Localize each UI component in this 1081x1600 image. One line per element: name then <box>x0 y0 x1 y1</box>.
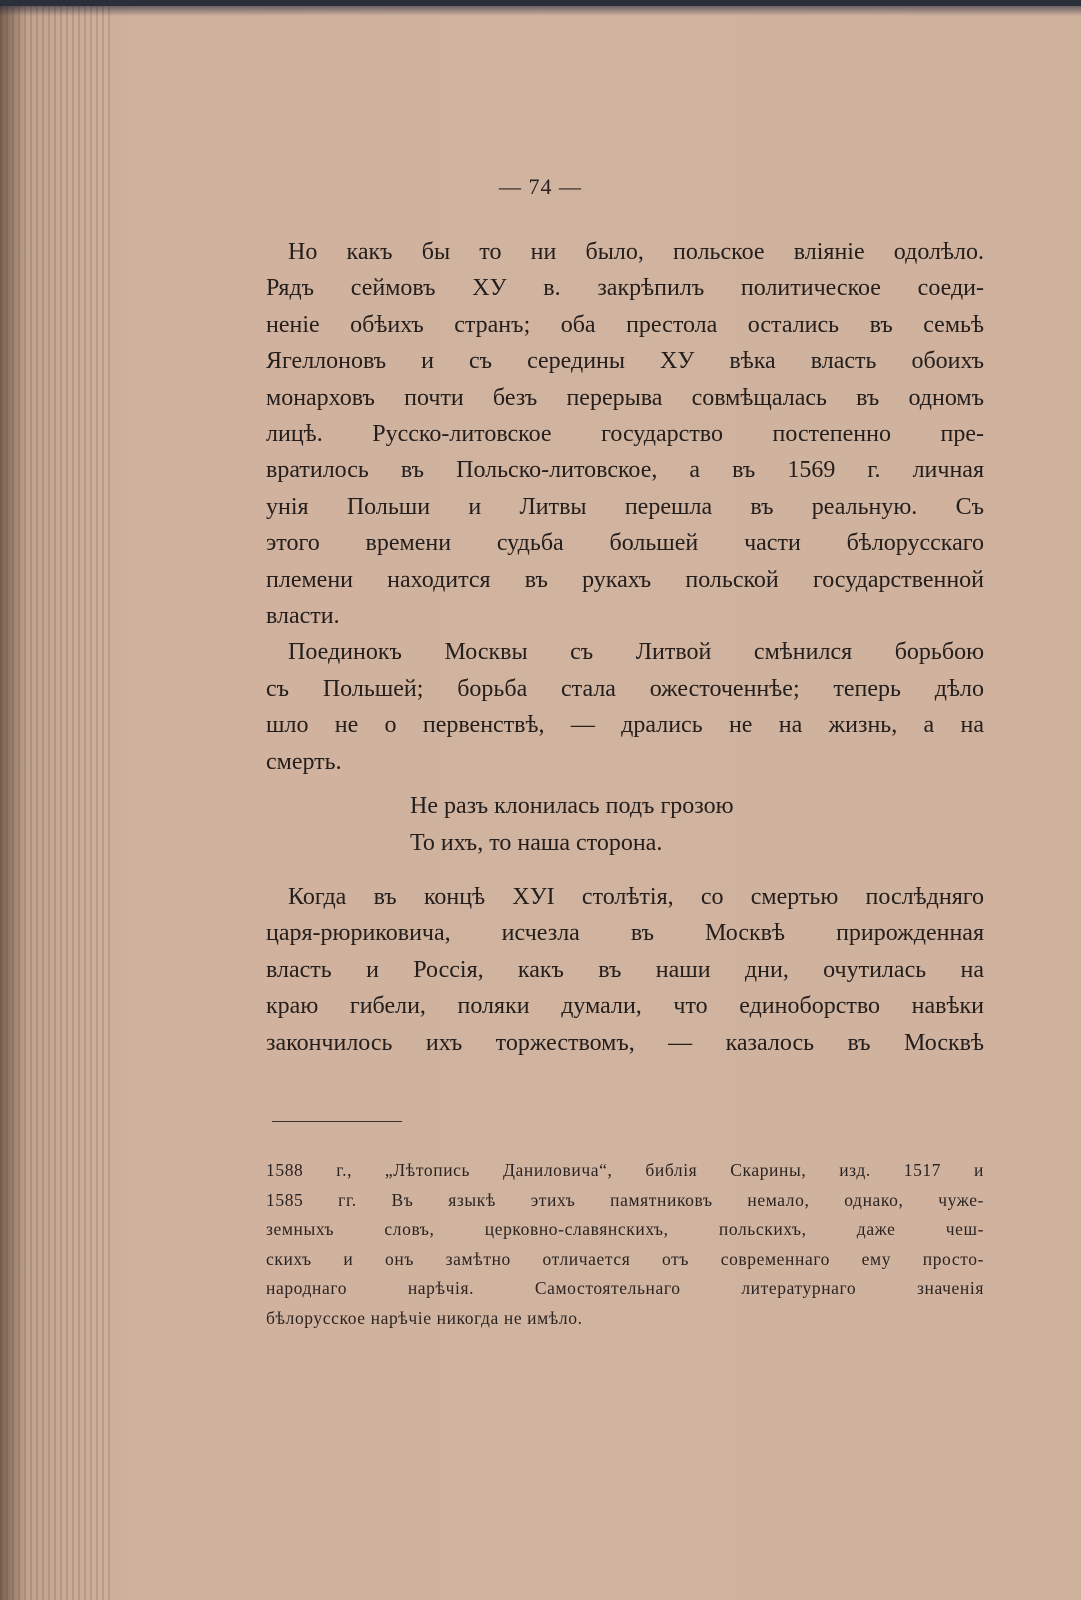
text-line: Рядъ сеймовъ XУ в. закрѣпилъ политическое соеди- <box>266 275 984 302</box>
text-line: неніе обѣихъ странъ; оба престола остались въ семьѣ <box>266 311 984 338</box>
footnote-line: 1585 гг. Въ языкѣ этихъ памятниковъ немало, однако, чуже- <box>266 1189 984 1210</box>
main-text <box>266 234 984 1061</box>
text-line: власти. <box>266 603 340 630</box>
text-line: Поединокъ Москвы съ Литвой смѣнился борьбою <box>288 639 984 666</box>
text-line: лицѣ. Русско-литовское государство постепенно пре- <box>266 421 984 448</box>
verse-line: Не разъ клонилась подъ грозою <box>410 793 734 820</box>
footnote <box>266 1156 984 1333</box>
paragraph-1 <box>266 234 984 634</box>
text-line: Когда въ концѣ XУI столѣтія, со смертью послѣдняго <box>288 883 984 910</box>
text-line: унія Польши и Литвы перешла въ реальную. Съ <box>266 493 984 520</box>
footnote-line: земныхъ словъ, церковно-славянскихъ, польскихъ, даже чеш- <box>266 1219 984 1239</box>
book-page <box>0 6 1081 1600</box>
text-line: племени находится въ рукахъ польской государственной <box>266 566 984 593</box>
text-line: Ягеллоновъ и съ середины XУ вѣка власть обоихъ <box>266 348 984 375</box>
footnote-line: народнаго нарѣчія. Самостоятельнаго литературнаго значенія <box>266 1278 984 1298</box>
text-line: краю гибели, поляки думали, что единоборство навѣки <box>266 993 984 1020</box>
paragraph-3 <box>266 879 984 1061</box>
text-line: съ Польшей; борьба стала ожесточеннѣе; теперь дѣло <box>266 675 984 702</box>
text-line: смерть. <box>266 748 342 775</box>
footnote-line: скихъ и онъ замѣтно отличается отъ современнаго ему просто- <box>266 1248 984 1269</box>
top-shadow <box>0 6 1081 16</box>
footnote-line: бѣлорусское нарѣчіе никогда не имѣло. <box>266 1307 583 1328</box>
text-line: вратилось въ Польско-литовское, а въ 1569 г. личная <box>266 457 984 484</box>
text-line: власть и Россія, какъ въ наши дни, очутилась на <box>266 956 984 983</box>
page-number: — 74 — <box>499 174 582 199</box>
text-line: закончилось ихъ торжествомъ, — казалось въ Москвѣ <box>266 1029 984 1056</box>
text-line: шло не о первенствѣ, — дрались не на жизнь, а на <box>266 712 984 739</box>
text-line: этого времени судьба большей части бѣлорусскаго <box>266 530 984 557</box>
footnote-separator <box>272 1121 402 1122</box>
text-line: царя-рюриковича, исчезла въ Москвѣ прирожденная <box>266 920 984 947</box>
text-line: Но какъ бы то ни было, польское вліяніе одолѣло. <box>288 239 984 265</box>
verse-line: То ихъ, то наша сторона. <box>410 829 663 856</box>
footnote-line: 1588 г., „Лѣтопись Даниловича“, библія Скарины, изд. 1517 и <box>266 1160 984 1180</box>
verse-quote <box>410 788 984 861</box>
text-line: монарховъ почти безъ перерыва совмѣщалась въ одномъ <box>266 384 984 411</box>
page-edge-shadow <box>0 6 110 1600</box>
paragraph-2 <box>266 634 984 780</box>
